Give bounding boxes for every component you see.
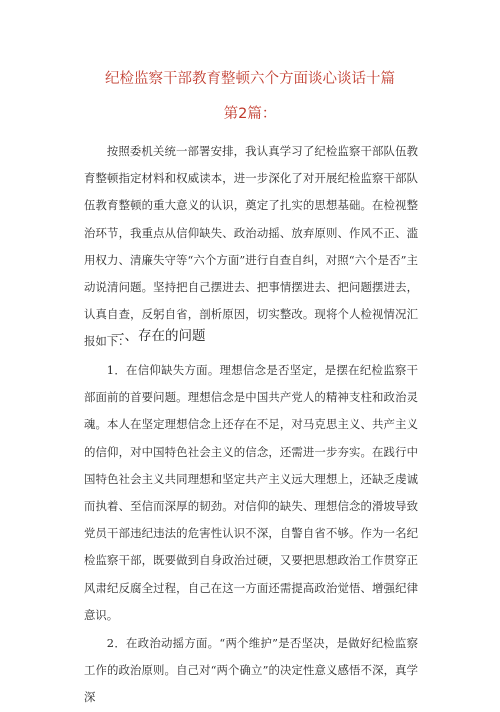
- section-heading: 一、存在的问题: [111, 328, 206, 344]
- intro-paragraph: 按照委机关统一部署安排，我认真学习了纪检监察干部队伍教育整顿指定材料和权威读本，进一步深化了对开展纪检监察干部队伍教育整顿的重大意义的认识，奠定了扎实的思想基础。在检视整治环节，我重点从信仰缺失、政治动摇、放弃原则、作风不正、滥用权力、清廉失守等“六个方面”进行自查自纠，对照“六个是否”主动说清问题。坚持把自己摆进去、把事情摆进去、把问题摆进去，认真自查，反躬自省，剖析原因，切实整改。现将个人检视情况汇报如下：: [84, 144, 418, 349]
- item-2-paragraph: 2．在政治动摇方面。“两个维护”是否坚决，是做好纪检监察工作的政治原则。自己对“两个确立”的决定性意义感悟不深，真学深: [84, 636, 418, 705]
- item-1-paragraph: 1．在信仰缺失方面。理想信念是否坚定，是摆在纪检监察干部面前的首要问题。理想信念是中国共产党人的精神支柱和政治灵魂。本人在坚定理想信念上还存在不足，对马克思主义、共产主义的信仰，对中国特色社会主义的信念，还需进一步夯实。在践行中国特色社会主义共同理想和坚定共产主义远大理想上，还缺乏虔诚而执着、至信而深厚的韧劲。对信仰的缺失、理想信念的滑坡导致党员干部违纪违法的危害性认识不深，自警自省不够。作为一名纪检监察干部，既要做到自身政治过硬，又要把思想政治工作贯穿正风肃纪反腐全过程，自己在这一方面还需提高政治觉悟、增强纪律意识。: [84, 363, 418, 622]
- document-subtitle: 第2篇：: [223, 106, 277, 122]
- document-title: 纪检监察干部教育整顿六个方面谈心谈话十篇: [105, 71, 395, 87]
